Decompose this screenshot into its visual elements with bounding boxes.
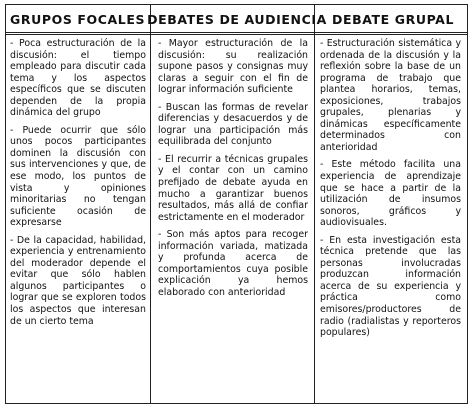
list-item: - Buscan las formas de revelar diferencias y desacuerdos y de lograr una participación más equilibrada del conjunto	[158, 101, 308, 148]
column-divider	[150, 4, 151, 404]
header-rule	[5, 34, 468, 35]
list-item: - Son más aptos para recoger información variada, matizada y profunda acerca de comportamientos cuya posible explicación ya hemos elaborado con anterioridad	[158, 229, 308, 298]
list-item: - Puede ocurrir que sólo unos pocos participantes dominen la discusión con sus intervenciones y que, de ese modo, los puntos de vista y opiniones minoritarias no tengan suficiente ocasión de expresarse	[10, 124, 146, 229]
header-debates-de-audiencia: DEBATES DE AUDIENCIA	[147, 11, 327, 27]
column-divider	[314, 4, 315, 404]
column-debate-grupal	[320, 38, 461, 345]
column-grupos-focales	[10, 38, 146, 333]
header-grupos-focales: GRUPOS FOCALES	[10, 11, 146, 27]
header-debate-grupal: DEBATE GRUPAL	[331, 11, 455, 27]
table-header-row	[5, 4, 468, 34]
list-item: - En esta investigación esta técnica pretende que las personas involucradas produzcan información acerca de su experiencia y práctica como emisores/productores de radio (radialistas y reporteros populares)	[320, 234, 461, 339]
list-item: - Estructuración sistemática y ordenada de la discusión y la reflexión sobre la base de un programa de trabajo que plantea horarios, temas, exposiciones, trabajos grupales, plenarias y dinámicas específicamente determinados con anterioridad	[320, 38, 461, 153]
list-item: - Poca estructuración de la discusión: el tiempo empleado para discutir cada tema y los aspectos específicos que se discuten dependen de la propia dinámica del grupo	[10, 38, 146, 119]
list-item: - El recurrir a técnicas grupales y el contar con un camino prefijado de debate ayuda en mucho a garantizar buenos resultados, más allá de confiar estrictamente en el moderador	[158, 153, 308, 223]
column-debates-de-audiencia	[158, 38, 308, 304]
list-item: - De la capacidad, habilidad, experiencia y entrenamiento del moderador depende el evitar que sólo hablen algunos participantes o lograr que se exploren todos los aspectos que interesan de un cierto tema	[10, 234, 146, 327]
list-item: - Este método facilita una experiencia de aprendizaje que se hace a partir de la utilización de insumos sonoros, gráficos y audiovisuales.	[320, 159, 461, 229]
list-item: - Mayor estructuración de la discusión: su realización supone pasos y consignas muy claras a seguir con el fin de lograr información suficiente	[158, 38, 308, 96]
